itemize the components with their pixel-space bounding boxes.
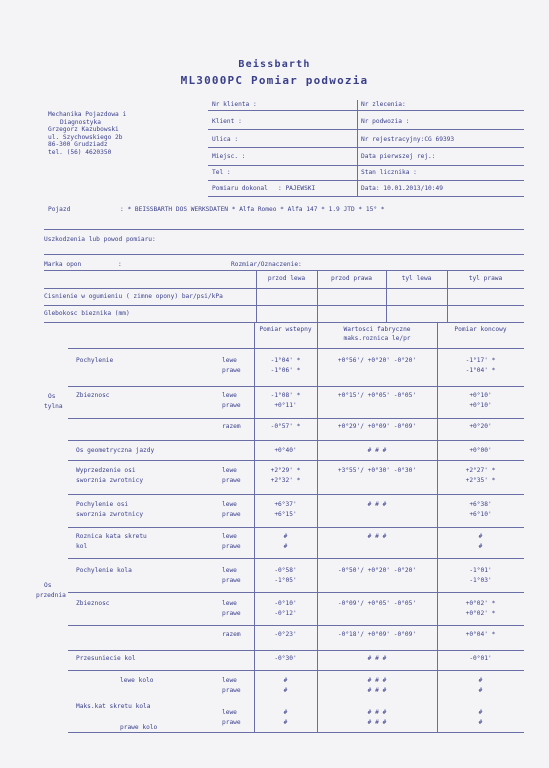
row-side: lewe — [222, 533, 237, 540]
row-final-value: +0°02' * — [465, 610, 496, 617]
row-side: prawe — [222, 719, 241, 726]
row-initial-value: -1°06' * — [270, 367, 301, 374]
row-initial-value: +2°32' * — [270, 477, 301, 484]
title-brand: Beissbarth — [238, 59, 311, 70]
row-final-value: -1°04' * — [465, 367, 496, 374]
pomiaru-label: Pomiaru dokonal — [212, 185, 268, 192]
row-factory-value: # # # — [367, 709, 387, 716]
row-factory-value: # # # — [367, 447, 387, 454]
row-side: prawe — [222, 511, 241, 518]
glebokosc-label: Glebokosc bieznika (mm) — [44, 310, 130, 317]
row-initial-value: -0°30' — [274, 655, 297, 662]
row-label: Zbieznosc — [76, 392, 110, 399]
data-rej: Data pierwszej rej.: — [361, 153, 436, 160]
row-side: lewe — [222, 467, 237, 474]
miejsc: Miejsc. : — [212, 153, 246, 160]
row-label-2: prawe kolo — [120, 724, 158, 731]
col-tyl-prawa: tyl prawa — [468, 275, 503, 282]
row-label: lewe kolo — [120, 677, 154, 684]
data-pomiaru: Data: 10.01.2013/10:49 — [361, 185, 443, 192]
row-side: prawe — [222, 687, 241, 694]
row-factory-value: # # # — [367, 719, 387, 726]
row-initial-value: +0°40' — [274, 447, 297, 454]
col-przod-lewa: przod lewa — [267, 275, 306, 282]
row-side: lewe — [222, 709, 237, 716]
row-label: Przesuniecie kol — [76, 655, 136, 662]
uszkodzenia: Uszkodzenia lub powod pomiaru: — [44, 236, 156, 243]
row-side: lewe — [222, 677, 237, 684]
head-pomiar-koncowy: Pomiar koncowy — [454, 326, 507, 333]
row-label: Zbieznosc — [76, 600, 110, 607]
row-final-value: # — [478, 533, 483, 540]
row-side: prawe — [222, 477, 241, 484]
row-label-2: kol — [76, 543, 88, 550]
row-final-value: # — [478, 709, 483, 716]
row-label: Pochylenie kola — [76, 567, 132, 574]
row-side: lewe — [222, 357, 237, 364]
row-side: razem — [222, 631, 241, 638]
row-initial-value: # — [283, 543, 288, 550]
row-final-value: # — [478, 543, 483, 550]
row-factory-value: +0°15'/ +0°05' -0°05' — [337, 392, 417, 399]
os-przednia-1: Os — [44, 582, 52, 589]
nr-rejestracyjny: Nr rejestracyjny:CG 69393 — [361, 136, 455, 143]
row-final-value: +6°10' — [469, 511, 492, 518]
row-factory-value: # # # — [367, 687, 387, 694]
row-side: prawe — [222, 367, 241, 374]
row-initial-value: +0°11' — [274, 402, 297, 409]
row-factory-value: +0°29'/ +0°09' -0°09' — [337, 423, 417, 430]
row-final-value: -1°03' — [469, 577, 492, 584]
col-przod-prawa: przod prawa — [331, 275, 372, 282]
row-side: lewe — [222, 392, 237, 399]
row-initial-value: +6°15' — [274, 511, 297, 518]
row-side: prawe — [222, 610, 241, 617]
col-tyl-lewa: tyl lewa — [401, 275, 432, 282]
row-final-value: -0°01' — [469, 655, 492, 662]
row-initial-value: -0°23' — [274, 631, 297, 638]
stan-licznika: Stan licznika : — [361, 169, 417, 176]
row-factory-value: # # # — [367, 501, 387, 508]
row-final-value: # — [478, 687, 483, 694]
row-initial-value: -0°10' — [274, 600, 297, 607]
row-factory-value: # # # — [367, 533, 387, 540]
row-side: razem — [222, 423, 241, 430]
row-side: prawe — [222, 402, 241, 409]
row-side: prawe — [222, 577, 241, 584]
row-initial-value: -1°05' — [274, 577, 297, 584]
ulica: Ulica : — [212, 136, 239, 143]
os-tylna-2: tylna — [44, 403, 63, 410]
nr-klienta: Nr klienta : — [212, 101, 257, 108]
row-factory-value: -0°50'/ +0°20' -0°20' — [337, 567, 417, 574]
row-final-value: +0°20' — [469, 423, 492, 430]
row-final-value: +0°10' — [469, 392, 492, 399]
row-label: Pochylenie — [76, 357, 114, 364]
row-final-value: +2°27' * — [465, 467, 496, 474]
row-factory-value: -0°18'/ +0°09' -0°09' — [337, 631, 417, 638]
row-side: lewe — [222, 600, 237, 607]
row-final-value: +2°35' * — [465, 477, 496, 484]
row-label: Roznica kata skretu — [76, 533, 147, 540]
row-label: Pochylenie osi — [76, 501, 129, 508]
row-final-value: +0°00' — [469, 447, 492, 454]
tel: Tel : — [212, 169, 231, 176]
row-initial-value: # — [283, 677, 288, 684]
row-initial-value: # — [283, 687, 288, 694]
row-label-2: sworznia zwrotnicy — [76, 511, 144, 518]
company-block: Mechanika Pojazdowa i Diagnostyka Grzegorz Kazubowski ul. Szychowskiego 2b 86-300 Grudziadz tel. (56) 4620350 — [48, 111, 127, 156]
os-przednia-2: przednia — [36, 592, 66, 599]
marka-colon: : — [118, 261, 122, 268]
os-tylna-1: Os — [48, 393, 56, 400]
row-label: Wyprzedzenie osi — [76, 467, 136, 474]
row-label-2: sworznia zwrotnicy — [76, 477, 144, 484]
row-factory-value: # # # — [367, 655, 387, 662]
title-main: ML3000PC Pomiar podwozia — [180, 74, 369, 87]
row-final-value: # — [478, 677, 483, 684]
row-initial-value: # — [283, 709, 288, 716]
row-initial-value: -1°04' * — [270, 357, 301, 364]
head-fabryczne-2: maks.roznica le/pr — [343, 335, 411, 342]
pojazd-label: Pojazd — [48, 206, 71, 213]
row-label: Maks.kat skretu kola — [76, 703, 151, 710]
row-side: lewe — [222, 501, 237, 508]
row-side: lewe — [222, 567, 237, 574]
row-label: Os geometryczna jazdy — [76, 447, 155, 454]
cisnienie-label: Cisnienie w ogumieniu ( zimne opony) bar/psi/kPa — [44, 293, 223, 300]
row-factory-value: # # # — [367, 677, 387, 684]
row-final-value: -1°01' — [469, 567, 492, 574]
row-initial-value: +2°29' * — [270, 467, 301, 474]
row-final-value: # — [478, 719, 483, 726]
klient: Klient : — [212, 118, 242, 125]
row-initial-value: -0°57' * — [270, 423, 301, 430]
row-factory-value: +3°55'/ +0°30' -0°30' — [337, 467, 417, 474]
row-factory-value: +0°56'/ +0°20' -0°20' — [337, 357, 417, 364]
head-pomiar-wstepny: Pomiar wstepny — [259, 326, 312, 333]
row-final-value: -1°17' * — [465, 357, 496, 364]
nr-podwozia: Nr podwozia : — [361, 118, 410, 125]
row-initial-value: -1°08' * — [270, 392, 301, 399]
pomiaru-value: : PAJEWSKI — [278, 185, 316, 192]
row-final-value: +0°04' * — [465, 631, 496, 638]
head-fabryczne-1: Wartosci fabryczne — [343, 326, 411, 333]
row-initial-value: # — [283, 533, 288, 540]
row-final-value: +0°10' — [469, 402, 492, 409]
nr-zlecenia: Nr zlecenia: — [361, 101, 406, 108]
row-side: prawe — [222, 543, 241, 550]
row-initial-value: -0°58' — [274, 567, 297, 574]
row-initial-value: +6°37' — [274, 501, 297, 508]
rozmiar-label: Rozmiar/Oznaczenie: — [231, 261, 302, 268]
marka-opon-label: Marka opon — [44, 261, 82, 268]
pojazd-value: : * BEISSBARTH DOS WERKSDATEN * Alfa Romeo * Alfa 147 * 1.9 JTD * 15° * — [120, 206, 385, 213]
row-final-value: +6°38' — [469, 501, 492, 508]
row-initial-value: # — [283, 719, 288, 726]
row-final-value: +0°02' * — [465, 600, 496, 607]
row-initial-value: -0°12' — [274, 610, 297, 617]
row-factory-value: -0°09'/ +0°05' -0°05' — [337, 600, 417, 607]
